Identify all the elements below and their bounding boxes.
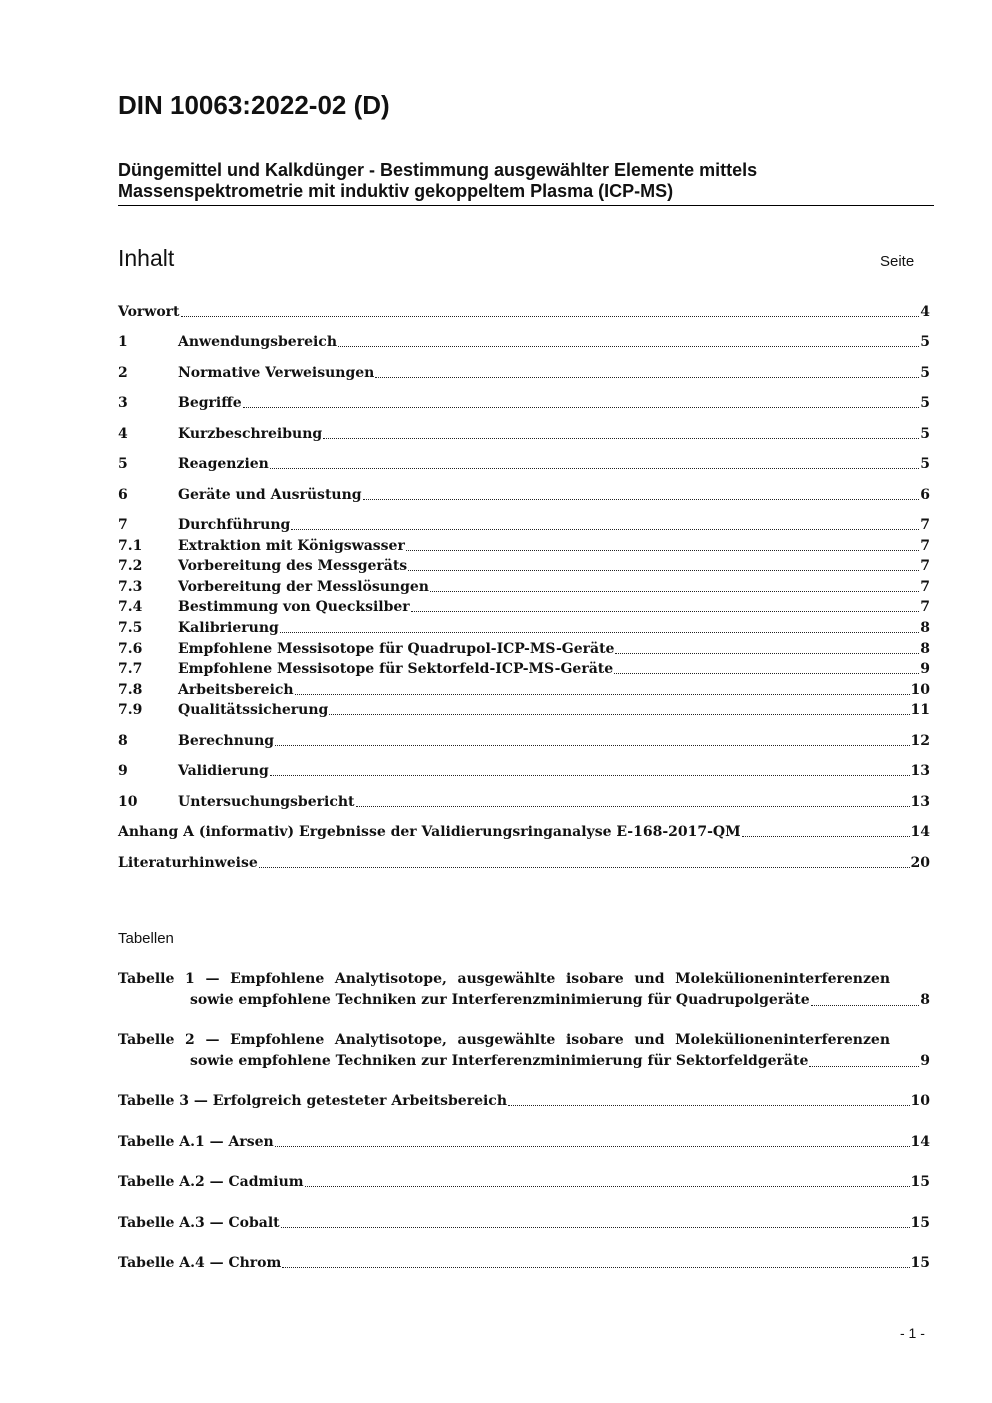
toc-entry-number: 3 [118,395,128,411]
toc-entry-anhang-a[interactable] [118,822,930,842]
toc-entry-number: 7.3 [118,579,143,595]
leader-dots [338,346,919,347]
toc-entry-7-9[interactable] [118,700,930,720]
table-entry-page: 15 [910,1255,930,1271]
toc-entry-page: 5 [920,334,930,350]
leader-dots [275,1146,910,1147]
toc-entry-text: Durchführung [178,517,291,533]
leader-dots [259,867,910,868]
table-entry-caption: Tabelle A.2 — Cadmium [118,1174,304,1190]
table-entry-page: 9 [920,1053,930,1069]
table-entry-caption: Tabelle A.3 — Cobalt [118,1215,280,1231]
leader-dots [295,694,910,695]
toc-entry-page: 4 [920,304,930,320]
table-entry-caption-continued: sowie empfohlene Techniken zur Interferenzminimierung für Quadrupolgeräte [190,992,810,1008]
toc-entry-number: 7.6 [118,641,143,657]
leader-dots [323,438,919,439]
leader-dots [329,714,909,715]
title-divider [118,205,934,206]
toc-entry-page: 11 [910,702,930,718]
leader-dots [809,1066,919,1067]
toc-entry-text: Vorwort [118,304,180,320]
toc-entry-page: 8 [920,641,930,657]
leader-dots [280,632,919,633]
toc-entry-4[interactable] [118,424,930,444]
toc-entry-page: 5 [920,456,930,472]
toc-entry-5[interactable] [118,454,930,474]
toc-entry-7-7[interactable] [118,659,930,679]
toc-entry-page: 5 [920,395,930,411]
toc-entry-number: 7.9 [118,702,143,718]
table-entry-page: 15 [910,1215,930,1231]
toc-entry-text: Reagenzien [178,456,269,472]
toc-entry-page: 7 [920,517,930,533]
toc-entry-text: Qualitätssicherung [178,702,329,718]
toc-entry-text: Empfohlene Messisotope für Sektorfeld-ICP-MS-Geräte [178,661,614,677]
toc-entry-7-2[interactable] [118,556,930,576]
table-entry-caption: Tabelle A.4 — Chrom [118,1255,282,1271]
leader-dots [181,316,920,317]
toc-entry-number: 7.7 [118,661,143,677]
toc-entry-text: Literaturhinweise [118,855,258,871]
toc-entry-number: 5 [118,456,128,472]
table-entry-a4[interactable] [118,1253,930,1273]
page-number: - 1 - [900,1325,925,1341]
toc-entry-text: Validierung [178,763,269,779]
leader-dots [282,1267,909,1268]
toc-entry-number: 4 [118,426,128,442]
table-entry-page: 15 [910,1174,930,1190]
toc-entry-page: 7 [920,558,930,574]
toc-heading: Inhalt [118,245,175,271]
table-entry-a3[interactable] [118,1213,930,1233]
leader-dots [291,529,919,530]
toc-entry-page: 14 [910,824,930,840]
toc-entry-page: 7 [920,579,930,595]
leader-dots [811,1005,920,1006]
toc-entry-text: Empfohlene Messisotope für Quadrupol-ICP-MS-Geräte [178,641,615,657]
toc-entry-text: Geräte und Ausrüstung [178,487,362,503]
toc-entry-page: 5 [920,365,930,381]
toc-entry-text: Untersuchungsbericht [178,794,355,810]
toc-entry-number: 7.8 [118,682,143,698]
toc-entry-7-8[interactable] [118,680,930,700]
table-entry-1[interactable] [118,969,930,1011]
toc-entry-page: 10 [910,682,930,698]
toc-entry-3[interactable] [118,393,930,413]
table-entry-caption: Tabelle A.1 — Arsen [118,1134,274,1150]
toc-entry-8[interactable] [118,731,930,751]
table-entry-a1[interactable] [118,1132,930,1152]
toc-entry-text: Berechnung [178,733,275,749]
toc-entry-number: 2 [118,365,128,381]
toc-entry-vorwort[interactable] [118,302,930,322]
document-title: DIN 10063:2022-02 (D) [118,90,390,120]
toc-entry-literaturhinweise[interactable] [118,853,930,873]
leader-dots [430,591,919,592]
leader-dots [270,468,919,469]
toc-entry-page: 13 [910,794,930,810]
leader-dots [614,673,919,674]
toc-page-label: Seite [880,253,915,270]
toc-entry-number: 1 [118,334,128,350]
table-entry-page: 8 [920,992,930,1008]
leader-dots [363,499,920,500]
toc-entry-1[interactable] [118,332,930,352]
toc-entry-text: Anhang A (informativ) Ergebnisse der Validierungsringanalyse E-168-2017-QM [118,824,741,840]
toc-entry-7-3[interactable] [118,577,930,597]
subtitle-line-2: Massenspektrometrie mit induktiv gekoppeltem Plasma (ICP-MS) [118,181,674,201]
toc-entry-text: Vorbereitung der Messlösungen [178,579,429,595]
toc-entry-2[interactable] [118,363,930,383]
subtitle-line-1: Düngemittel und Kalkdünger - Bestimmung ausgewählter Elemente mittels [118,160,758,180]
toc-entry-7[interactable] [118,515,930,535]
toc-entry-7-6[interactable] [118,639,930,659]
table-entry-caption: Tabelle 2 — Empfohlene Analytisotope, ausgewählte isobare und Molekülioneninterferenzen [118,1032,890,1048]
toc-entry-number: 6 [118,487,128,503]
toc-entry-number: 7.2 [118,558,143,574]
toc-entry-7-4[interactable] [118,597,930,617]
toc-entry-10[interactable] [118,792,930,812]
toc-entry-text: Kalibrierung [178,620,279,636]
toc-entry-number: 7.4 [118,599,143,615]
table-entry-caption: Tabelle 3 — Erfolgreich getesteter Arbeitsbereich [118,1093,507,1109]
leader-dots [408,570,919,571]
table-entry-a2[interactable] [118,1172,930,1192]
leader-dots [375,377,919,378]
toc-entry-text: Vorbereitung des Messgeräts [178,558,408,574]
leader-dots [411,611,920,612]
toc-entry-7-5[interactable] [118,618,930,638]
leader-dots [281,1227,910,1228]
document-subtitle [118,160,938,202]
leader-dots [615,653,919,654]
leader-dots [406,550,919,551]
leader-dots [305,1186,910,1187]
toc-entry-text: Bestimmung von Quecksilber [178,599,410,615]
toc-entry-text: Arbeitsbereich [178,682,294,698]
toc-entry-number: 7.1 [118,538,143,554]
toc-entry-number: 9 [118,763,128,779]
leader-dots [270,775,910,776]
toc-entry-7-1[interactable] [118,536,930,556]
tables-heading: Tabellen [118,930,174,947]
toc-entry-text: Anwendungsbereich [178,334,337,350]
toc-entry-page: 7 [920,599,930,615]
toc-entry-page: 13 [910,763,930,779]
leader-dots [356,806,910,807]
toc-entry-number: 10 [118,794,138,810]
table-entry-caption: Tabelle 1 — Empfohlene Analytisotope, ausgewählte isobare und Molekülioneninterferenzen [118,971,890,987]
toc-entry-page: 7 [920,538,930,554]
toc-entry-page: 5 [920,426,930,442]
toc-entry-9[interactable] [118,761,930,781]
table-entry-caption-continued: sowie empfohlene Techniken zur Interferenzminimierung für Sektorfeldgeräte [190,1053,809,1069]
toc-entry-text: Extraktion mit Königswasser [178,538,405,554]
table-entry-page: 10 [910,1093,930,1109]
toc-entry-page: 6 [920,487,930,503]
toc-entry-text: Kurzbeschreibung [178,426,323,442]
table-entry-page: 14 [910,1134,930,1150]
toc-entry-text: Begriffe [178,395,242,411]
toc-entry-number: 8 [118,733,128,749]
leader-dots [243,407,920,408]
leader-dots [508,1105,910,1106]
toc-entry-text: Normative Verweisungen [178,365,375,381]
table-entry-2[interactable] [118,1030,930,1072]
leader-dots [275,745,909,746]
table-entry-3[interactable] [118,1091,930,1111]
toc-entry-number: 7.5 [118,620,143,636]
toc-entry-number: 7 [118,517,128,533]
toc-entry-page: 20 [910,855,930,871]
toc-entry-6[interactable] [118,485,930,505]
toc-entry-page: 8 [920,620,930,636]
toc-entry-page: 12 [910,733,930,749]
toc-entry-page: 9 [920,661,930,677]
leader-dots [742,836,910,837]
